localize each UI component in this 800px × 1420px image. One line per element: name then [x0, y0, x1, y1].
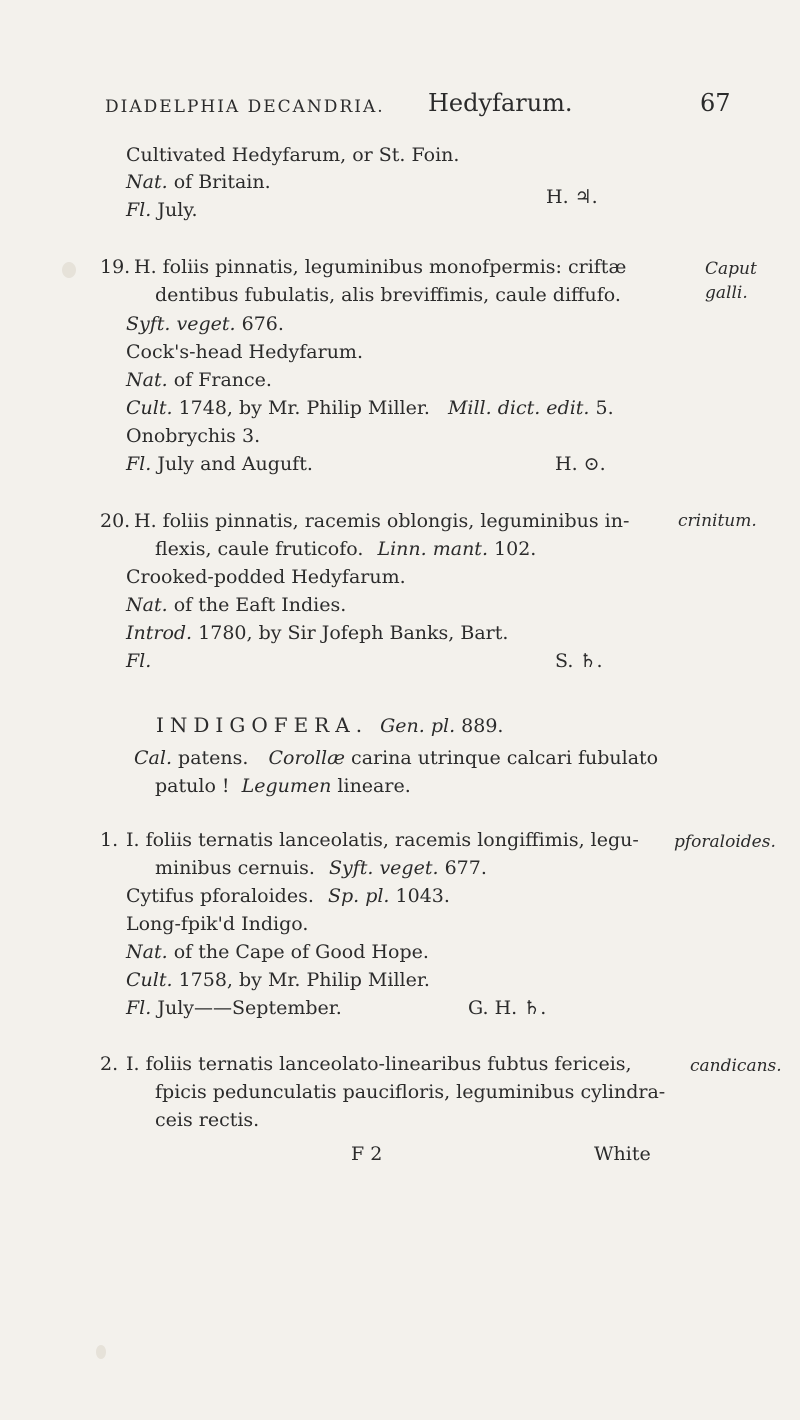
diagnosis-line: I. foliis ternatis lanceolatis, racemis longiffimis, legu-	[126, 829, 639, 851]
common-name: Cock's-head Hedyfarum.	[126, 341, 363, 363]
genus-name: INDIGOFERA.	[156, 713, 369, 737]
common-name: Crooked-podded Hedyfarum.	[126, 566, 406, 588]
flowering-line	[126, 198, 198, 222]
native-line	[126, 593, 346, 617]
entry-number: 2.	[100, 1053, 119, 1075]
diagnosis-line: fpicis pedunculatis paucifloris, leguminibus cylindra-	[155, 1081, 666, 1103]
genus-title-line	[156, 713, 503, 738]
character-line	[155, 774, 411, 798]
diagnosis-line: dentibus fubulatis, alis breviffimis, caule diffufo.	[155, 284, 621, 306]
nat-label: Nat.	[126, 171, 168, 193]
cult-text: 1758, by Mr. Philip Miller.	[178, 969, 430, 991]
cultivation-line	[126, 396, 614, 420]
cal-text: patens.	[178, 747, 249, 769]
running-title: DIADELPHIA DECANDRIA.	[105, 97, 385, 117]
margin-epithet: crinitum.	[678, 511, 757, 531]
fl-label: Fl.	[126, 453, 152, 475]
native-line	[126, 170, 271, 194]
legumen-text: lineare.	[337, 775, 411, 797]
synonym-line	[126, 884, 450, 908]
habitat-mark: H. ⊙.	[555, 453, 606, 475]
habitat-mark: G. H. ♄.	[468, 997, 547, 1019]
fl-label: Fl.	[126, 650, 152, 672]
entry-number: 19.	[100, 256, 131, 278]
diagnosis-line: H. foliis pinnatis, leguminibus monofpermis: criftæ	[134, 256, 627, 278]
entry-number: 1.	[100, 829, 119, 851]
common-name: Cultivated Hedyfarum, or St. Foin.	[126, 144, 460, 166]
paper-stain	[62, 262, 76, 278]
native-line	[126, 940, 429, 964]
genus-heading: Hedyfarum.	[428, 89, 573, 117]
ref-page: 102.	[494, 538, 537, 560]
synonym: Onobrychis 3.	[126, 425, 261, 447]
nat-text: of the Eaft Indies.	[173, 594, 347, 616]
cultivation-line	[126, 968, 430, 992]
fl-text: July.	[157, 199, 198, 221]
introduced-line	[126, 621, 508, 645]
diagnosis-line	[155, 537, 536, 561]
fl-text: July and Auguft.	[157, 453, 313, 475]
diagnosis-text: minibus cernuis.	[155, 857, 315, 879]
nat-text: of the Cape of Good Hope.	[173, 941, 429, 963]
nat-label: Nat.	[126, 941, 168, 963]
ref-title: Syft. veget.	[126, 313, 236, 335]
corolla-text: carina utrinque calcari fubulato	[351, 747, 659, 769]
corolla-label: Corollæ	[268, 747, 345, 769]
synonym: Cytifus pforaloides.	[126, 885, 314, 907]
cal-label: Cal.	[134, 747, 172, 769]
fl-label: Fl.	[126, 199, 152, 221]
habitat-mark: S. ♄.	[555, 650, 603, 672]
signature-mark: F 2	[351, 1143, 383, 1165]
cult-text: 1748, by Mr. Philip Miller.	[178, 397, 430, 419]
catchword: White	[594, 1143, 651, 1165]
margin-epithet: Caput galli.	[705, 259, 757, 303]
reference-line	[126, 312, 284, 336]
margin-epithet: pforaloides.	[674, 832, 776, 852]
fl-label: Fl.	[126, 997, 152, 1019]
entry-number: 20.	[100, 510, 131, 532]
line3-text: patulo !	[155, 775, 230, 797]
native-line	[126, 368, 272, 392]
genus-ref: Gen. pl.	[380, 715, 456, 737]
nat-text: of Britain.	[173, 171, 271, 193]
introd-label: Introd.	[126, 622, 193, 644]
diagnosis-line	[155, 856, 487, 880]
habitat-mark: H. ♃.	[546, 186, 598, 208]
diagnosis-line: H. foliis pinnatis, racemis oblongis, leguminibus in-	[134, 510, 630, 532]
diagnosis-line: I. foliis ternatis lanceolato-linearibus fubtus fericeis,	[126, 1053, 632, 1075]
cult-label: Cult.	[126, 969, 173, 991]
character-line	[134, 746, 658, 770]
diagnosis-line: ceis rectis.	[155, 1109, 260, 1131]
page-number: 67	[700, 89, 731, 117]
fl-text: July——September.	[157, 997, 342, 1019]
ref-page: 676.	[241, 313, 284, 335]
legumen-label: Legumen	[241, 775, 332, 797]
common-name: Long-fpik'd Indigo.	[126, 913, 309, 935]
cult-label: Cult.	[126, 397, 173, 419]
ref-title: Syft. veget.	[328, 857, 439, 879]
margin-epithet: candicans.	[690, 1056, 782, 1076]
cult-ref: Mill. dict. edit.	[447, 397, 590, 419]
syn-ref-num: 1043.	[395, 885, 450, 907]
introd-text: 1780, by Sir Jofeph Banks, Bart.	[198, 622, 509, 644]
syn-ref: Sp. pl.	[327, 885, 390, 907]
nat-label: Nat.	[126, 594, 168, 616]
nat-text: of France.	[173, 369, 272, 391]
ref-page: 677.	[444, 857, 487, 879]
genus-ref-num: 889.	[461, 715, 504, 737]
paper-stain	[96, 1345, 106, 1359]
flowering-line	[126, 452, 313, 476]
flowering-line	[126, 996, 342, 1020]
diagnosis-text: flexis, caule fruticofo.	[155, 538, 364, 560]
ref-title: Linn. mant.	[377, 538, 488, 560]
nat-label: Nat.	[126, 369, 168, 391]
cult-ref-num: 5.	[595, 397, 614, 419]
